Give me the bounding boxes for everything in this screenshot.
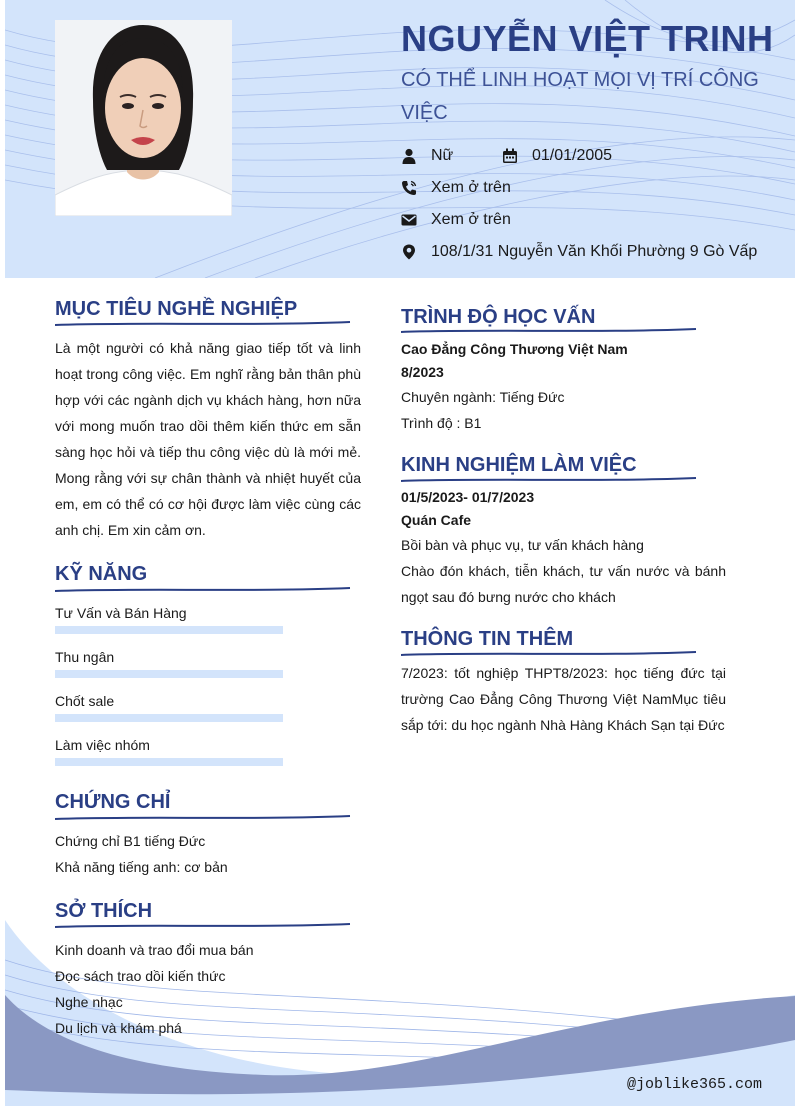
education-title: TRÌNH ĐỘ HỌC VẤN [401, 306, 596, 328]
watermark: @joblike365.com [627, 1076, 763, 1093]
experience-title: KINH NGHIỆM LÀM VIỆC [401, 454, 637, 476]
extra-title: THÔNG TIN THÊM [401, 628, 574, 650]
objective-title: MỤC TIÊU NGHỀ NGHIỆP [55, 298, 298, 320]
extra-underline [401, 650, 701, 658]
education-underline [401, 327, 701, 335]
phone-row [401, 177, 511, 199]
resume-page [5, 0, 795, 1106]
profile-photo [55, 20, 232, 216]
skill-label: Chốt sale [55, 693, 115, 709]
education-school: Cao Đẳng Công Thương Việt Nam [401, 341, 628, 357]
calendar-icon [502, 148, 518, 164]
certificates-title: CHỨNG CHỈ [55, 791, 171, 813]
skills-title: KỸ NĂNG [55, 563, 148, 585]
certificate-item: Khả năng tiếng anh: cơ bản [55, 859, 228, 875]
experience-desc: Chào đón khách, tiễn khách, tư vấn nước và bánh ngọt sau đó bưng nước cho khách [401, 563, 726, 605]
address-value: 108/1/31 Nguyễn Văn Khối Phường 9 Gò Vấp [431, 243, 758, 260]
hobby-item: Đọc sách trao dồi kiến thức [55, 968, 226, 984]
address-row [401, 241, 757, 263]
skills-underline [55, 586, 355, 594]
skill-bar [55, 626, 283, 634]
experience-role: Bồi bàn và phục vụ, tư vấn khách hàng [401, 537, 644, 553]
skill-bar [55, 758, 283, 766]
phone-value: Xem ở trên [431, 179, 511, 196]
user-icon [401, 148, 417, 164]
header-band [5, 0, 795, 278]
gender-row [401, 145, 453, 167]
skill-label: Tư Vấn và Bán Hàng [55, 605, 187, 621]
email-value: Xem ở trên [431, 211, 511, 228]
objective-underline [55, 320, 355, 328]
birthday-value: 01/01/2005 [532, 147, 613, 164]
phone-icon [401, 180, 417, 196]
gender-value: Nữ [431, 147, 454, 164]
birthday-row [502, 145, 612, 167]
certificates-underline [55, 814, 355, 822]
skill-bar [55, 670, 283, 678]
experience-period: 01/5/2023- 01/7/2023 [401, 489, 535, 505]
education-major: Chuyên ngành: Tiếng Đức [401, 389, 565, 405]
experience-underline [401, 476, 701, 484]
hobby-item: Kinh doanh và trao đổi mua bán [55, 942, 254, 958]
hobbies-underline [55, 922, 355, 930]
email-row [401, 209, 511, 231]
envelope-icon [401, 212, 417, 228]
hobby-item: Du lịch và khám phá [55, 1020, 182, 1036]
hobby-item: Nghe nhạc [55, 994, 123, 1010]
objective-text: Là một người có khả năng giao tiếp tốt và linh hoạt trong công việc. Em nghĩ rằng bản thân phù hợp với các ngành dịch vụ khách hàng, hơn nữa với mong muốn trao dồi thêm kiến thức em sẵn sàng học hỏi và tiếp thu công việc dù là mới mẻ. Mong rằng với sự chân thành và nhiệt huyết của em, em có thể có cơ hội được làm việc cùng các anh chị. Em xin cảm ơn. [55, 340, 361, 538]
education-date: 8/2023 [401, 364, 444, 380]
hobbies-title: SỞ THÍCH [55, 900, 153, 922]
certificate-item: Chứng chỉ B1 tiếng Đức [55, 833, 206, 849]
skill-label: Thu ngân [55, 649, 115, 665]
full-name: NGUYỄN VIỆT TRINH [401, 18, 774, 59]
job-title: CÓ THỂ LINH HOẠT MỌI VỊ TRÍ CÔNG VIỆC [401, 69, 759, 124]
map-pin-icon [401, 244, 417, 260]
skill-bar [55, 714, 283, 722]
education-level: Trình độ : B1 [401, 415, 482, 431]
experience-company: Quán Cafe [401, 512, 472, 528]
skill-label: Làm việc nhóm [55, 737, 150, 753]
extra-text: 7/2023: tốt nghiệp THPT8/2023: học tiếng đức tại trường Cao Đẳng Công Thương Việt NamMục tiêu sắp tới: du học ngành Nhà Hàng Khách Sạn tại Đức [401, 665, 726, 733]
